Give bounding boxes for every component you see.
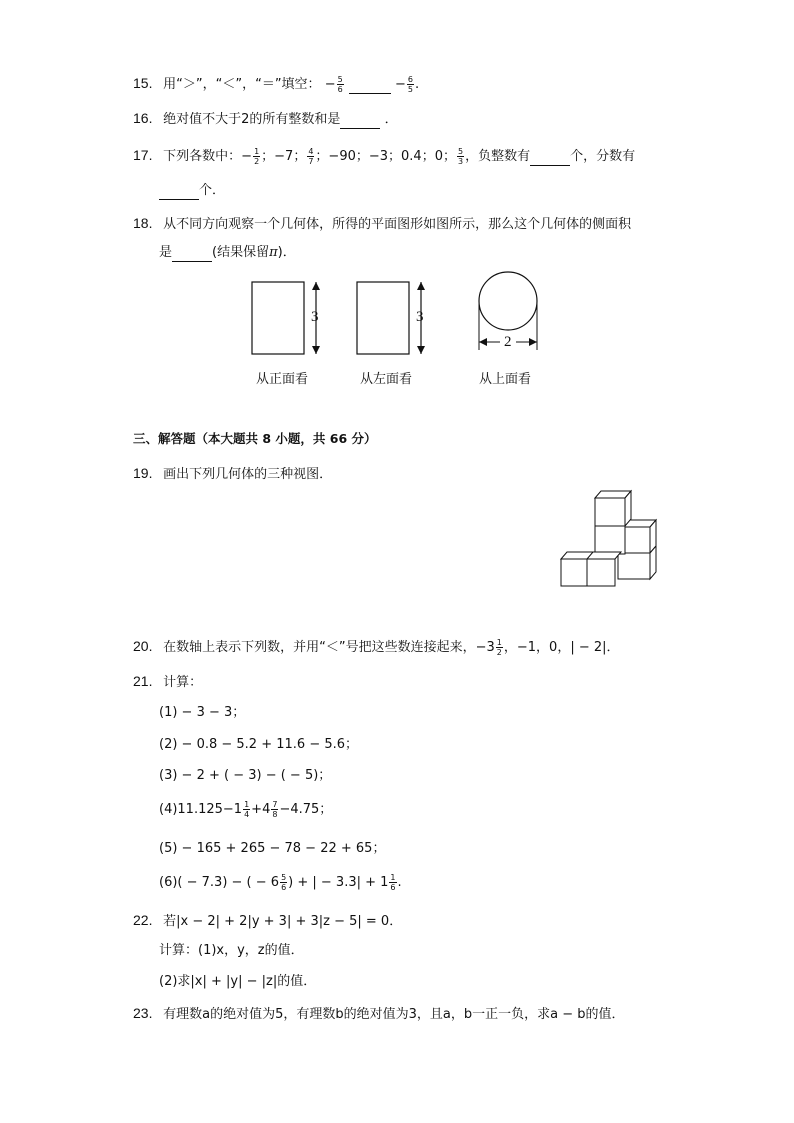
answer-blank[interactable] (530, 151, 570, 166)
question-21 (133, 672, 202, 692)
question-22 (133, 911, 402, 931)
question-number: 17. (133, 147, 153, 163)
question-number: 21. (133, 673, 153, 689)
answer-blank[interactable] (340, 114, 380, 129)
sign: − (394, 77, 406, 92)
question-text: 有理数a的绝对值为5，有理数b的绝对值为3，且a，b一正一负，求a − b的值． (163, 1007, 625, 1022)
question-number: 16. (133, 110, 153, 126)
question-20: 20. 在数轴上表示下列数，并用“＜”号把这些数连接起来， −3 $\frac{1}{2}$ ，−1，0，| − 2|． (133, 638, 620, 657)
dimension-label: 2 (504, 334, 512, 350)
question-22-part-1: 计算：(1)x，y，z的值． (159, 943, 304, 958)
question-23 (133, 1004, 625, 1024)
fraction: $\frac{1}{2}$ (254, 147, 260, 166)
question-number: 15. (133, 75, 153, 91)
view-label: 从左面看 (360, 372, 413, 387)
question-19 (133, 464, 332, 484)
mixed-number: −3 $\frac{1}{2}$ (475, 638, 502, 657)
question-number: 18. (133, 215, 153, 231)
problem-21-6: (6)( − 7.3) − ( − 6 $\frac{5}{6}$ ) + | − 3.3| + 1 $\frac{1}{6}$ . (159, 873, 402, 892)
problem-21-1: (1) − 3 − 3； (159, 705, 246, 720)
problem-21-3: (3) − 2 + ( − 3) − ( − 5)； (159, 768, 332, 783)
answer-blank[interactable] (159, 185, 199, 200)
question-15: 15. 用“＞”，“＜”，“＝”填空： − $\frac{5}{6}$ − $\frac{6}{5}$ . (133, 75, 420, 94)
question-17: 17. 下列各数中：− $\frac{1}{2}$ ；−7； $\frac{4}{7}$ ；−90；−3；0.4；0； $\frac{5}{3}$ ，负整数有 个，分数有 (133, 147, 636, 166)
problem-21-4: (4)11.125− 1 $\frac{1}{4}$ + 4 $\frac{7}{8}$ −4.75； (159, 800, 333, 819)
question-18 (133, 214, 631, 234)
question-22-part-2: (2)求|x| + |y| − |z|的值． (159, 974, 317, 989)
section-heading: 三、解答题（本大题共 8 小题，共 66 分） (133, 431, 377, 446)
question-16: 16. 绝对值不大于2的所有整数和是 ． (133, 110, 398, 127)
question-number: 20. (133, 638, 153, 654)
view-label: 从正面看 (256, 372, 309, 387)
answer-blank[interactable] (172, 247, 212, 262)
dimension-label: 3 (416, 309, 424, 325)
fraction: $\frac{4}{7}$ (308, 147, 314, 166)
question-number: 19. (133, 465, 153, 481)
question-text: 绝对值不大于2的所有整数和是 (163, 112, 341, 127)
answer-blank[interactable] (349, 79, 391, 94)
problem-21-2: (2) − 0.8 − 5.2 + 11.6 − 5.6； (159, 737, 359, 752)
question-text: 用“＞”，“＜”，“＝”填空： (163, 77, 321, 92)
dimension-label: 3 (311, 309, 319, 325)
sign: − (324, 77, 336, 92)
problem-21-5: (5) − 165 + 265 − 78 − 22 + 65； (159, 841, 386, 856)
question-text: 下列各数中： (163, 149, 242, 164)
fraction: $\frac{5}{6}$ (337, 75, 343, 94)
question-text: 若|x − 2| + 2|y + 3| + 3|z − 5| = 0． (163, 914, 403, 929)
question-text: 从不同方向观察一个几何体，所得的平面图形如图所示，那么这个几何体的侧面积 (163, 217, 632, 232)
question-text: 在数轴上表示下列数，并用“＜”号把这些数连接起来， (163, 640, 476, 655)
fraction: $\frac{6}{5}$ (407, 75, 413, 94)
question-number: 23. (133, 1005, 153, 1021)
question-number: 22. (133, 912, 153, 928)
fraction: $\frac{5}{3}$ (457, 147, 464, 166)
question-text: 计算： (163, 675, 203, 690)
view-label: 从上面看 (479, 372, 532, 387)
question-text: 画出下列几何体的三种视图． (163, 467, 333, 482)
question-18-cont: 是 (结果保留π)． (159, 245, 296, 260)
question-17-cont: 个． (159, 182, 225, 200)
cube-stack-figure (558, 489, 660, 589)
